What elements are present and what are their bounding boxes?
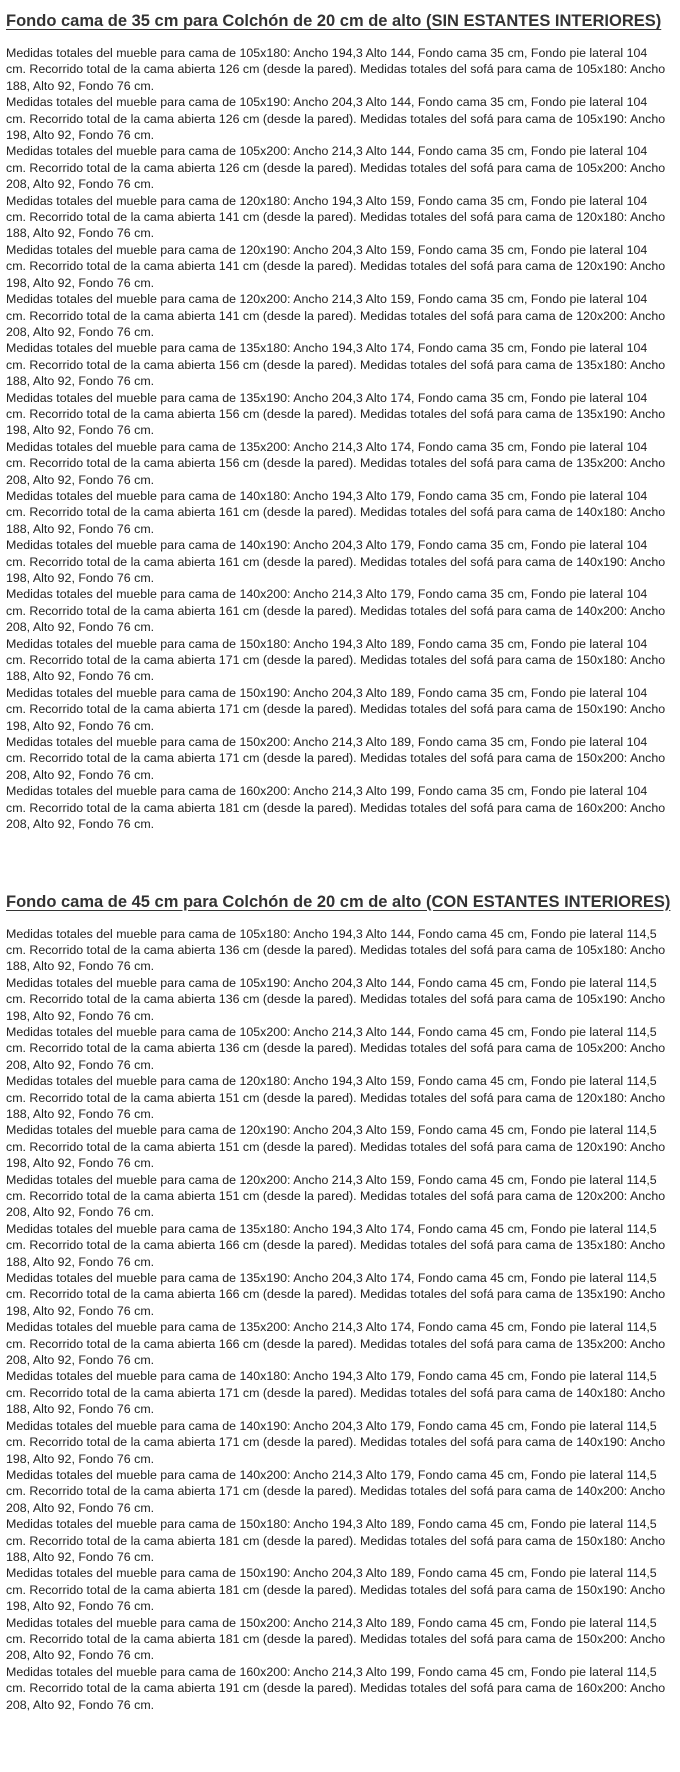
spec-item: Medidas totales del mueble para cama de 120x200: Ancho 214,3 Alto 159, Fondo cama 45 cm, Fondo pie lateral 114,5 cm. Recorrido total de la cama abierta 151 cm (desde la pared). Medidas totales del sofá para cama de 120x200: Ancho 208, Alto 92, Fondo 76 cm.	[6, 1172, 666, 1220]
spec-item: Medidas totales del mueble para cama de 135x180: Ancho 194,3 Alto 174, Fondo cama 45 cm, Fondo pie lateral 114,5 cm. Recorrido total de la cama abierta 166 cm (desde la pared). Medidas totales del sofá para cama de 135x180: Ancho 188, Alto 92, Fondo 76 cm.	[6, 1221, 666, 1269]
spec-item: Medidas totales del mueble para cama de 105x190: Ancho 204,3 Alto 144, Fondo cama 35 cm, Fondo pie lateral 104 cm. Recorrido total de la cama abierta 126 cm (desde la pared). Medidas totales del sofá para cama de 105x190: Ancho 198, Alto 92, Fondo 76 cm.	[6, 95, 666, 143]
spec-list	[6, 926, 670, 1714]
spec-item: Medidas totales del mueble para cama de 135x180: Ancho 194,3 Alto 174, Fondo cama 35 cm, Fondo pie lateral 104 cm. Recorrido total de la cama abierta 156 cm (desde la pared). Medidas totales del sofá para cama de 135x180: Ancho 188, Alto 92, Fondo 76 cm.	[6, 341, 666, 389]
spec-item: Medidas totales del mueble para cama de 140x190: Ancho 204,3 Alto 179, Fondo cama 35 cm, Fondo pie lateral 104 cm. Recorrido total de la cama abierta 161 cm (desde la pared). Medidas totales del sofá para cama de 140x190: Ancho 198, Alto 92, Fondo 76 cm.	[6, 538, 666, 585]
spec-item: Medidas totales del mueble para cama de 150x180: Ancho 194,3 Alto 189, Fondo cama 35 cm, Fondo pie lateral 104 cm. Recorrido total de la cama abierta 171 cm (desde la pared). Medidas totales del sofá para cama de 150x180: Ancho 188, Alto 92, Fondo 76 cm.	[6, 636, 666, 684]
spec-item: Medidas totales del mueble para cama de 150x200: Ancho 214,3 Alto 189, Fondo cama 45 cm, Fondo pie lateral 114,5 cm. Recorrido total de la cama abierta 181 cm (desde la pared). Medidas totales del sofá para cama de 150x200: Ancho 208, Alto 92, Fondo 76 cm.	[6, 1615, 666, 1663]
spec-item: Medidas totales del mueble para cama de 150x200: Ancho 214,3 Alto 189, Fondo cama 35 cm, Fondo pie lateral 104 cm. Recorrido total de la cama abierta 171 cm (desde la pared). Medidas totales del sofá para cama de 150x200: Ancho 208, Alto 92, Fondo 76 cm.	[6, 735, 666, 782]
spec-item: Medidas totales del mueble para cama de 105x180: Ancho 194,3 Alto 144, Fondo cama 35 cm, Fondo pie lateral 104 cm. Recorrido total de la cama abierta 126 cm (desde la pared). Medidas totales del sofá para cama de 105x180: Ancho 188, Alto 92, Fondo 76 cm.	[6, 46, 666, 93]
spec-item: Medidas totales del mueble para cama de 120x190: Ancho 204,3 Alto 159, Fondo cama 35 cm, Fondo pie lateral 104 cm. Recorrido total de la cama abierta 141 cm (desde la pared). Medidas totales del sofá para cama de 120x190: Ancho 198, Alto 92, Fondo 76 cm.	[6, 242, 666, 290]
spec-item: Medidas totales del mueble para cama de 105x190: Ancho 204,3 Alto 144, Fondo cama 45 cm, Fondo pie lateral 114,5 cm. Recorrido total de la cama abierta 136 cm (desde la pared). Medidas totales del sofá para cama de 105x190: Ancho 198, Alto 92, Fondo 76 cm.	[6, 975, 666, 1023]
spec-item: Medidas totales del mueble para cama de 150x180: Ancho 194,3 Alto 189, Fondo cama 45 cm, Fondo pie lateral 114,5 cm. Recorrido total de la cama abierta 181 cm (desde la pared). Medidas totales del sofá para cama de 150x180: Ancho 188, Alto 92, Fondo 76 cm.	[6, 1517, 666, 1564]
spec-item: Medidas totales del mueble para cama de 105x180: Ancho 194,3 Alto 144, Fondo cama 45 cm, Fondo pie lateral 114,5 cm. Recorrido total de la cama abierta 136 cm (desde la pared). Medidas totales del sofá para cama de 105x180: Ancho 188, Alto 92, Fondo 76 cm.	[6, 926, 666, 974]
spec-item: Medidas totales del mueble para cama de 150x190: Ancho 204,3 Alto 189, Fondo cama 45 cm, Fondo pie lateral 114,5 cm. Recorrido total de la cama abierta 181 cm (desde la pared). Medidas totales del sofá para cama de 150x190: Ancho 198, Alto 92, Fondo 76 cm.	[6, 1566, 666, 1614]
spec-item: Medidas totales del mueble para cama de 140x180: Ancho 194,3 Alto 179, Fondo cama 45 cm, Fondo pie lateral 114,5 cm. Recorrido total de la cama abierta 171 cm (desde la pared). Medidas totales del sofá para cama de 140x180: Ancho 188, Alto 92, Fondo 76 cm.	[6, 1369, 666, 1417]
section-title: Fondo cama de 35 cm para Colchón de 20 cm de alto (SIN ESTANTES INTERIORES)	[6, 12, 662, 30]
spec-item: Medidas totales del mueble para cama de 135x190: Ancho 204,3 Alto 174, Fondo cama 35 cm, Fondo pie lateral 104 cm. Recorrido total de la cama abierta 156 cm (desde la pared). Medidas totales del sofá para cama de 135x190: Ancho 198, Alto 92, Fondo 76 cm.	[6, 390, 666, 438]
section-title: Fondo cama de 45 cm para Colchón de 20 cm de alto (CON ESTANTES INTERIORES)	[6, 892, 671, 911]
spec-item: Medidas totales del mueble para cama de 120x180: Ancho 194,3 Alto 159, Fondo cama 35 cm, Fondo pie lateral 104 cm. Recorrido total de la cama abierta 141 cm (desde la pared). Medidas totales del sofá para cama de 120x180: Ancho 188, Alto 92, Fondo 76 cm.	[6, 193, 666, 241]
spec-item: Medidas totales del mueble para cama de 140x200: Ancho 214,3 Alto 179, Fondo cama 45 cm, Fondo pie lateral 114,5 cm. Recorrido total de la cama abierta 171 cm (desde la pared). Medidas totales del sofá para cama de 140x200: Ancho 208, Alto 92, Fondo 76 cm.	[6, 1467, 666, 1515]
spec-item: Medidas totales del mueble para cama de 120x190: Ancho 204,3 Alto 159, Fondo cama 45 cm, Fondo pie lateral 114,5 cm. Recorrido total de la cama abierta 151 cm (desde la pared). Medidas totales del sofá para cama de 120x190: Ancho 198, Alto 92, Fondo 76 cm.	[6, 1123, 666, 1171]
spec-item: Medidas totales del mueble para cama de 105x200: Ancho 214,3 Alto 144, Fondo cama 35 cm, Fondo pie lateral 104 cm. Recorrido total de la cama abierta 126 cm (desde la pared). Medidas totales del sofá para cama de 105x200: Ancho 208, Alto 92, Fondo 76 cm.	[6, 144, 666, 192]
spec-list	[6, 45, 670, 833]
spec-item: Medidas totales del mueble para cama de 150x190: Ancho 204,3 Alto 189, Fondo cama 35 cm, Fondo pie lateral 104 cm. Recorrido total de la cama abierta 171 cm (desde la pared). Medidas totales del sofá para cama de 150x190: Ancho 198, Alto 92, Fondo 76 cm.	[6, 685, 666, 733]
section-spacer	[6, 833, 670, 891]
spec-item: Medidas totales del mueble para cama de 140x190: Ancho 204,3 Alto 179, Fondo cama 45 cm, Fondo pie lateral 114,5 cm. Recorrido total de la cama abierta 171 cm (desde la pared). Medidas totales del sofá para cama de 140x190: Ancho 198, Alto 92, Fondo 76 cm.	[6, 1418, 666, 1466]
spec-item: Medidas totales del mueble para cama de 120x180: Ancho 194,3 Alto 159, Fondo cama 45 cm, Fondo pie lateral 114,5 cm. Recorrido total de la cama abierta 151 cm (desde la pared). Medidas totales del sofá para cama de 120x180: Ancho 188, Alto 92, Fondo 76 cm.	[6, 1074, 666, 1121]
spec-item: Medidas totales del mueble para cama de 135x190: Ancho 204,3 Alto 174, Fondo cama 45 cm, Fondo pie lateral 114,5 cm. Recorrido total de la cama abierta 166 cm (desde la pared). Medidas totales del sofá para cama de 135x190: Ancho 198, Alto 92, Fondo 76 cm.	[6, 1271, 666, 1318]
spec-item: Medidas totales del mueble para cama de 135x200: Ancho 214,3 Alto 174, Fondo cama 45 cm, Fondo pie lateral 114,5 cm. Recorrido total de la cama abierta 166 cm (desde la pared). Medidas totales del sofá para cama de 135x200: Ancho 208, Alto 92, Fondo 76 cm.	[6, 1320, 666, 1368]
section-sin-estantes	[6, 10, 670, 833]
spec-item: Medidas totales del mueble para cama de 160x200: Ancho 214,3 Alto 199, Fondo cama 45 cm, Fondo pie lateral 114,5 cm. Recorrido total de la cama abierta 191 cm (desde la pared). Medidas totales del sofá para cama de 160x200: Ancho 208, Alto 92, Fondo 76 cm.	[6, 1664, 666, 1712]
spec-item: Medidas totales del mueble para cama de 135x200: Ancho 214,3 Alto 174, Fondo cama 35 cm, Fondo pie lateral 104 cm. Recorrido total de la cama abierta 156 cm (desde la pared). Medidas totales del sofá para cama de 135x200: Ancho 208, Alto 92, Fondo 76 cm.	[6, 439, 666, 487]
spec-item: Medidas totales del mueble para cama de 140x180: Ancho 194,3 Alto 179, Fondo cama 35 cm, Fondo pie lateral 104 cm. Recorrido total de la cama abierta 161 cm (desde la pared). Medidas totales del sofá para cama de 140x180: Ancho 188, Alto 92, Fondo 76 cm.	[6, 488, 666, 536]
spec-item: Medidas totales del mueble para cama de 105x200: Ancho 214,3 Alto 144, Fondo cama 45 cm, Fondo pie lateral 114,5 cm. Recorrido total de la cama abierta 136 cm (desde la pared). Medidas totales del sofá para cama de 105x200: Ancho 208, Alto 92, Fondo 76 cm.	[6, 1024, 666, 1072]
spec-item: Medidas totales del mueble para cama de 160x200: Ancho 214,3 Alto 199, Fondo cama 35 cm, Fondo pie lateral 104 cm. Recorrido total de la cama abierta 181 cm (desde la pared). Medidas totales del sofá para cama de 160x200: Ancho 208, Alto 92, Fondo 76 cm.	[6, 784, 666, 832]
spec-item: Medidas totales del mueble para cama de 140x200: Ancho 214,3 Alto 179, Fondo cama 35 cm, Fondo pie lateral 104 cm. Recorrido total de la cama abierta 161 cm (desde la pared). Medidas totales del sofá para cama de 140x200: Ancho 208, Alto 92, Fondo 76 cm.	[6, 587, 666, 635]
section-con-estantes	[6, 891, 670, 1714]
spec-item: Medidas totales del mueble para cama de 120x200: Ancho 214,3 Alto 159, Fondo cama 35 cm, Fondo pie lateral 104 cm. Recorrido total de la cama abierta 141 cm (desde la pared). Medidas totales del sofá para cama de 120x200: Ancho 208, Alto 92, Fondo 76 cm.	[6, 292, 666, 339]
